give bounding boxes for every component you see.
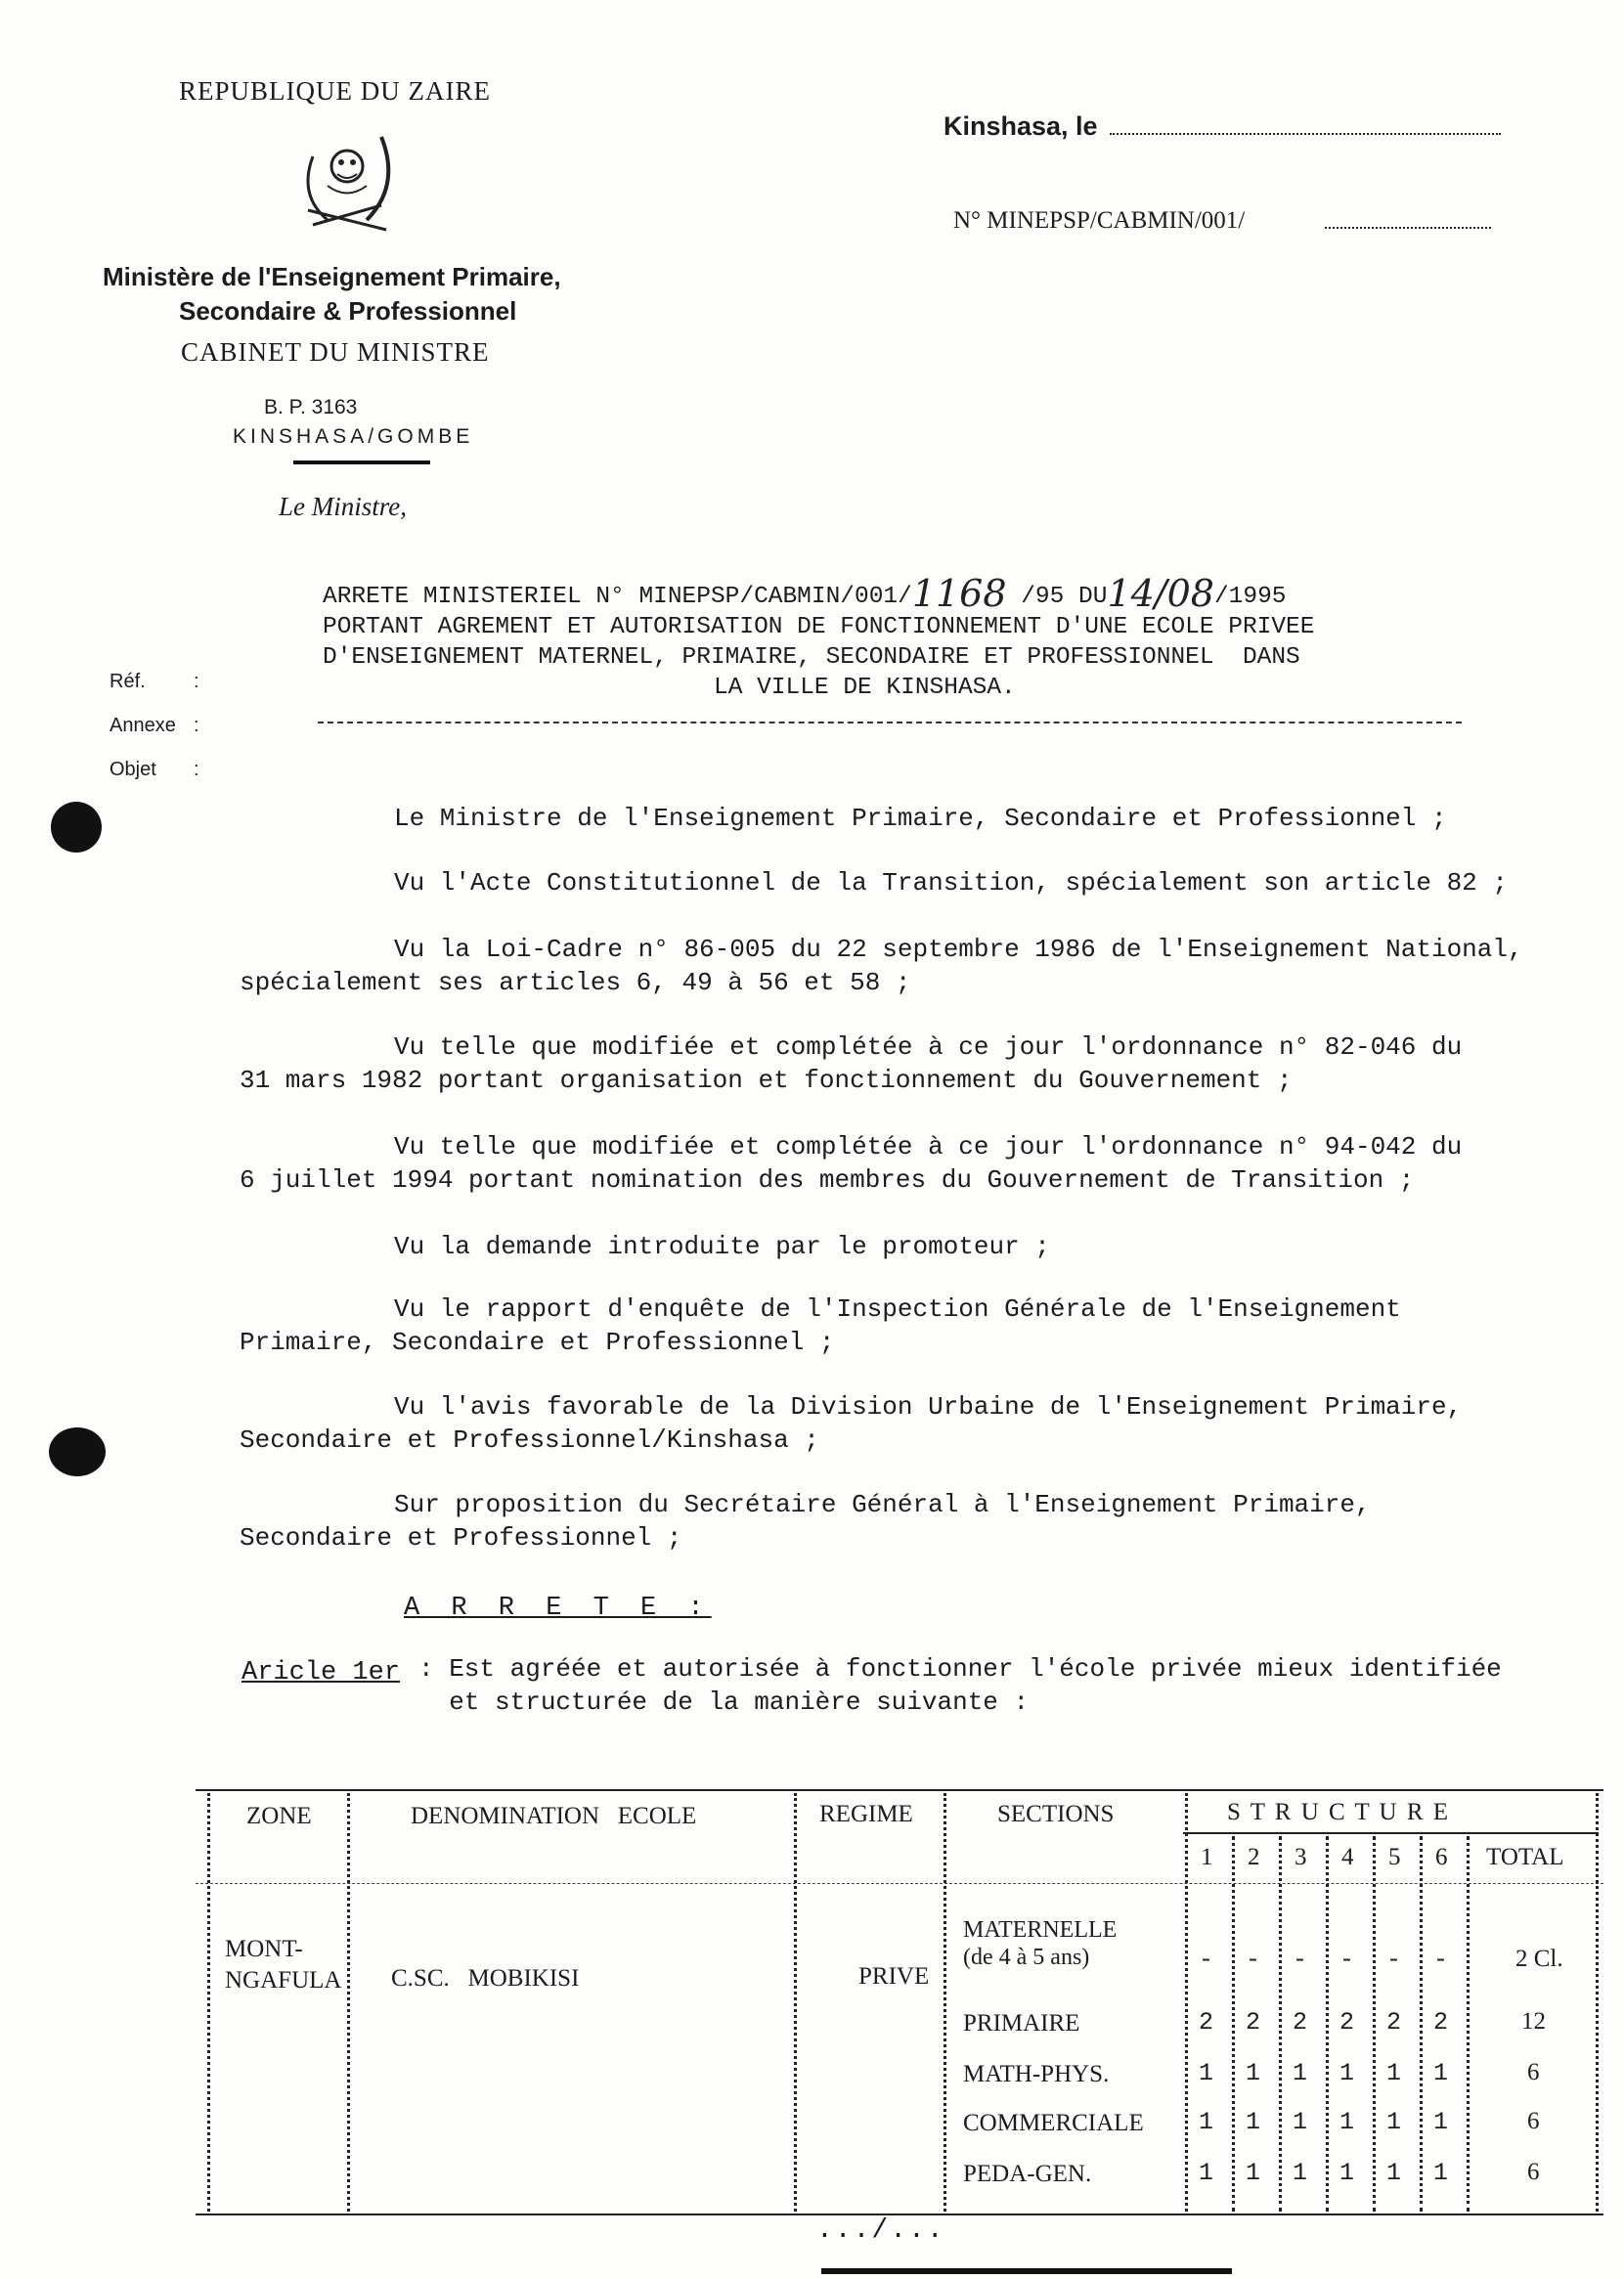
column-separator — [1373, 1836, 1376, 2212]
preamble-paragraph: Vu l'avis favorable de la Division Urbaine de l'Enseignement Primaire, Secondaire et Professionnel/Kinshasa ; — [240, 1392, 1463, 1455]
punch-hole-mark — [49, 1427, 106, 1476]
header-year-3: 3 — [1295, 1844, 1307, 1870]
preamble-paragraph: Vu telle que modifiée et complétée à ce jour l'ordonnance n° 94-042 du 6 juillet 1994 portant nomination des membres du Gouvernement de Transition ; — [240, 1132, 1463, 1195]
table-cell: 1 — [1246, 2059, 1261, 2087]
school-structure-table — [196, 1789, 1603, 2217]
table-cell: 1 — [1386, 2059, 1402, 2087]
handwritten-decree-number: 1168 — [911, 572, 1007, 615]
column-separator — [1279, 1836, 1282, 2212]
table-cell: 1 — [1246, 2159, 1261, 2187]
header-year-1: 1 — [1201, 1844, 1213, 1870]
header-year-2: 2 — [1248, 1844, 1260, 1870]
total-cell: 6 — [1527, 2159, 1540, 2185]
heading-divider — [318, 722, 1462, 723]
table-cell: 2 — [1246, 2008, 1261, 2037]
decree-line-3: D'ENSEIGNEMENT MATERNEL, PRIMAIRE, SECONDAIRE ET PROFESSIONNEL DANS — [323, 644, 1300, 671]
header-regime: REGIME — [819, 1801, 913, 1827]
table-cell: 1 — [1199, 2059, 1214, 2087]
table-cell: 2 — [1433, 2008, 1449, 2037]
table-cell: - — [1293, 1946, 1308, 1974]
section-math-phys: MATH-PHYS. — [963, 2061, 1110, 2087]
zone-value: MONT- NGAFULA — [225, 1936, 342, 1994]
header-year-6: 6 — [1435, 1844, 1448, 1870]
ministry-line-2: Secondaire & Professionnel — [179, 296, 517, 326]
column-separator — [794, 1793, 797, 2212]
total-cell: 12 — [1521, 2008, 1546, 2035]
total-cell: 6 — [1527, 2108, 1540, 2134]
column-separator — [1596, 1793, 1599, 2212]
total-cell: 2 Cl. — [1515, 1946, 1563, 1972]
article-1-label: Aricle 1er — [241, 1658, 401, 1687]
decree-line1-mid: /95 DU — [1021, 584, 1108, 610]
table-cell: - — [1246, 1946, 1261, 1974]
preamble-paragraph: Vu la demande introduite par le promoteur ; — [394, 1232, 1050, 1261]
objet-label: Objet — [110, 759, 156, 780]
header-sections: SECTIONS — [997, 1801, 1115, 1827]
arrete-title: A R R E T E : — [404, 1594, 712, 1623]
column-separator — [207, 1793, 210, 2212]
decree-line1-suffix: /1995 — [1213, 584, 1287, 610]
table-cell: 2 — [1386, 2008, 1402, 2037]
section-maternelle: MATERNELLE (de 4 à 5 ans) — [963, 1917, 1118, 1970]
header-structure: S T R U C T U R E — [1227, 1799, 1451, 1825]
place-date-label: Kinshasa, le — [944, 111, 1098, 141]
handwritten-decree-date: 14/08 — [1107, 572, 1214, 615]
preamble-paragraph: Vu le rapport d'enquête de l'Inspection Générale de l'Enseignement Primaire, Secondaire et Professionnel ; — [240, 1294, 1401, 1357]
city-label: KINSHASA/GOMBE — [233, 425, 474, 448]
table-cell: 1 — [1199, 2159, 1214, 2187]
table-cell: 2 — [1339, 2008, 1355, 2037]
column-separator — [1420, 1836, 1423, 2212]
table-cell: 1 — [1339, 2059, 1355, 2087]
preamble-paragraph: Sur proposition du Secrétaire Général à l'Enseignement Primaire, Secondaire et Professionnel ; — [240, 1490, 1371, 1553]
total-cell: 6 — [1527, 2059, 1540, 2085]
regime-value: PRIVE — [858, 1963, 930, 1990]
header-row-divider — [196, 1883, 1603, 1884]
header-zone: ZONE — [246, 1803, 312, 1829]
article-1-text: : Est agréée et autorisée à fonctionner l'école privée mieux identifiée et structurée de la manière suivante : — [418, 1654, 1502, 1717]
preamble-paragraph: Vu l'Acte Constitutionnel de la Transition, spécialement son article 82 ; — [394, 868, 1508, 898]
table-cell: - — [1199, 1946, 1214, 1974]
decree-line-4: LA VILLE DE KINSHASA. — [714, 675, 1016, 701]
table-cell: 1 — [1199, 2108, 1214, 2136]
header-year-5: 5 — [1388, 1844, 1401, 1870]
republic-name: REPUBLIQUE DU ZAIRE — [179, 76, 491, 106]
section-primaire: PRIMAIRE — [963, 2010, 1080, 2037]
table-cell: 1 — [1433, 2159, 1449, 2187]
section-peda-gen: PEDA-GEN. — [963, 2161, 1092, 2187]
column-separator — [1185, 1793, 1188, 2212]
preamble-paragraph: Vu la Loi-Cadre n° 86-005 du 22 septembre 1986 de l'Enseignement National, spécialement ses articles 6, 49 à 56 et 58 ; — [240, 935, 1523, 997]
coat-of-arms-emblem — [288, 127, 406, 244]
decree-line-2: PORTANT AGREMENT ET AUTORISATION DE FONCTIONNEMENT D'UNE ECOLE PRIVEE — [323, 614, 1315, 640]
header-total: TOTAL — [1486, 1844, 1564, 1870]
preamble-paragraph: Le Ministre de l'Enseignement Primaire, Secondaire et Professionnel ; — [394, 804, 1447, 833]
postal-box: B. P. 3163 — [264, 396, 358, 418]
reference-dotted-line — [1325, 227, 1491, 229]
table-cell: 1 — [1293, 2159, 1308, 2187]
column-separator — [944, 1793, 946, 2212]
ref-label: Réf. — [110, 671, 146, 692]
structure-header-divider — [1183, 1832, 1599, 1834]
table-cell: 1 — [1433, 2059, 1449, 2087]
table-cell: 1 — [1386, 2108, 1402, 2136]
city-underline — [293, 460, 430, 464]
table-cell: - — [1386, 1946, 1402, 1974]
table-cell: - — [1339, 1946, 1355, 1974]
header-denomination: DENOMINATION ECOLE — [411, 1803, 697, 1829]
table-cell: 1 — [1293, 2059, 1308, 2087]
preamble-paragraph: Vu telle que modifiée et complétée à ce jour l'ordonnance n° 82-046 du 31 mars 1982 portant organisation et fonctionnement du Gouvernement ; — [240, 1032, 1463, 1095]
footer-rule — [821, 2268, 1232, 2274]
ref-colon: : — [194, 671, 199, 692]
reference-number: N° MINEPSP/CABMIN/001/ — [953, 207, 1246, 234]
section-commerciale: COMMERCIALE — [963, 2110, 1144, 2136]
table-cell: 2 — [1293, 2008, 1308, 2037]
header-year-4: 4 — [1341, 1844, 1354, 1870]
cabinet-label: CABINET DU MINISTRE — [181, 337, 490, 367]
table-cell: 1 — [1339, 2159, 1355, 2187]
table-cell: 1 — [1293, 2108, 1308, 2136]
date-dotted-line — [1110, 133, 1501, 135]
table-cell: 2 — [1199, 2008, 1214, 2037]
table-cell: - — [1433, 1946, 1449, 1974]
column-separator — [1326, 1836, 1329, 2212]
punch-hole-mark — [51, 802, 102, 853]
column-separator — [347, 1793, 350, 2212]
continuation-marker: .../... — [816, 2215, 945, 2246]
table-cell: 1 — [1339, 2108, 1355, 2136]
objet-colon: : — [194, 759, 199, 780]
table-cell: 1 — [1433, 2108, 1449, 2136]
column-separator — [1467, 1836, 1470, 2212]
ministry-line-1: Ministère de l'Enseignement Primaire, — [103, 262, 561, 291]
annexe-label: Annexe — [110, 715, 176, 736]
table-cell: 1 — [1386, 2159, 1402, 2187]
school-name: C.SC. MOBIKISI — [391, 1965, 580, 1992]
decree-heading — [323, 572, 1486, 703]
table-cell: 1 — [1246, 2108, 1261, 2136]
annexe-colon: : — [194, 715, 199, 736]
table-top-border — [196, 1789, 1603, 1791]
column-separator — [1232, 1836, 1235, 2212]
decree-line1-prefix: ARRETE MINISTERIEL N° MINEPSP/CABMIN/001/ — [323, 584, 912, 610]
signatory-label: Le Ministre, — [279, 492, 407, 521]
